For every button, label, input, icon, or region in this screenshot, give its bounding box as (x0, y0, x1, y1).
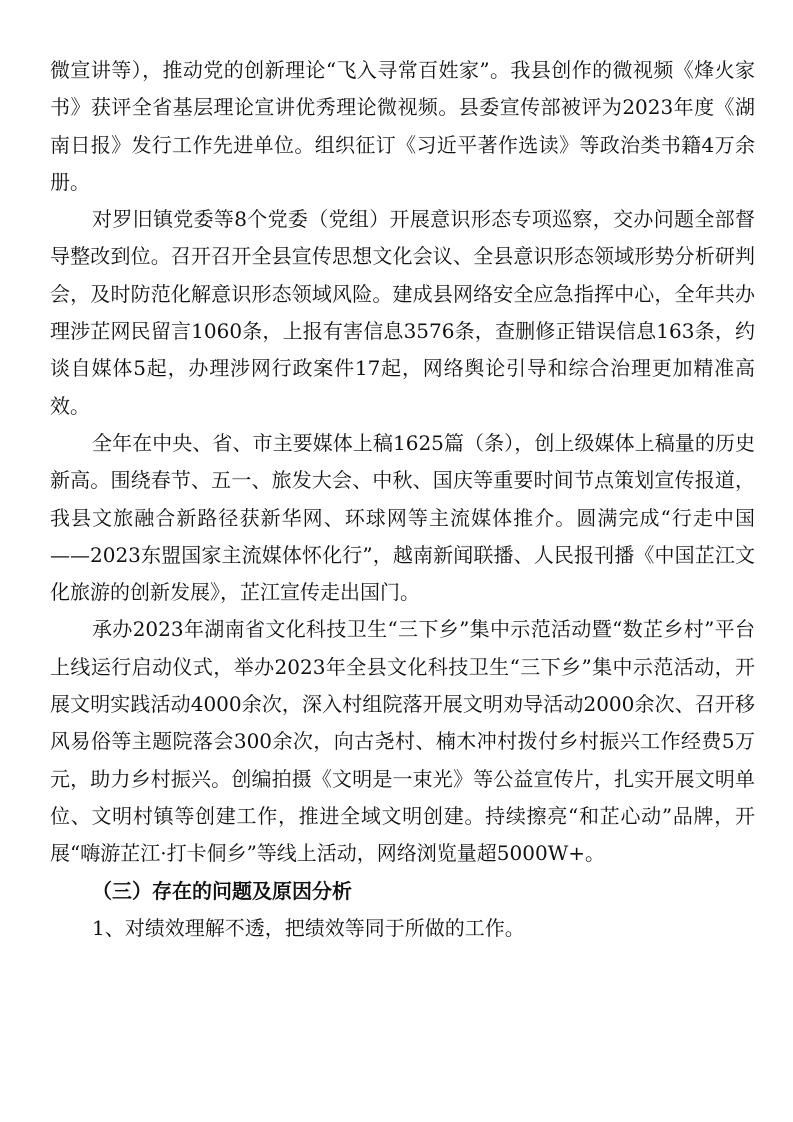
paragraph-continuation: 微宣讲等），推动党的创新理论“飞入寻常百姓家”。我县创作的微视频《烽火家书》获评全省基层理论宣讲优秀理论微视频。县委宣传部被评为2023年度《湖南日报》发行工作先进单位。组织征订《习近平著作选读》等政治类书籍4万余册。 (50, 58, 755, 194)
list-item: 1、对绩效理解不透，把绩效等同于所做的工作。 (92, 915, 525, 940)
paragraph-civilization-activities: 承办2023年湖南省文化科技卫生“三下乡”集中示范活动暨“数芷乡村”平台上线运行启动仪式，举办2023年全县文化科技卫生“三下乡”集中示范活动，开展文明实践活动4000余次，深入村组院落开展文明劝导活动2000余次、召开移风易俗等主题院落会300余次，向古尧村、楠木冲村拨付乡村振兴工作经费5万元，助力乡村振兴。创编拍摄《文明是一束光》等公益宣传片，扎实开展文明单位、文明村镇等创建工作，推进全域文明创建。持续擦亮“和芷心动”品牌，开展“嗨游芷江·打卡侗乡”等线上活动，网络浏览量超5000W+。 (50, 617, 755, 866)
section-heading: （三）存在的问题及原因分析 (92, 878, 352, 903)
paragraph-ideology-inspection: 对罗旧镇党委等8个党委（党组）开展意识形态专项巡察，交办问题全部督导整改到位。召开召开全县宣传思想文化会议、全县意识形态领域形势分析研判会，及时防范化解意识形态领域风险。建成县网络安全应急指挥中心，全年共办理涉芷网民留言1060条，上报有害信息3576条，查删修正错误信息163条，约谈自媒体5起，办理涉网行政案件17起，网络舆论引导和综合治理更加精准高效。 (50, 207, 755, 418)
document-body (50, 52, 755, 947)
paragraph-media-coverage: 全年在中央、省、市主要媒体上稿1625篇（条），创上级媒体上稿量的历史新高。围绕春节、五一、旅发大会、中秋、国庆等重要时间节点策划宣传报道，我县文旅融合新路径获新华网、环球网等主流媒体推介。圆满完成“行走中国——2023东盟国家主流媒体怀化行”，越南新闻联播、人民报刊播《中国芷江文化旅游的创新发展》，芷江宣传走出国门。 (50, 430, 755, 605)
